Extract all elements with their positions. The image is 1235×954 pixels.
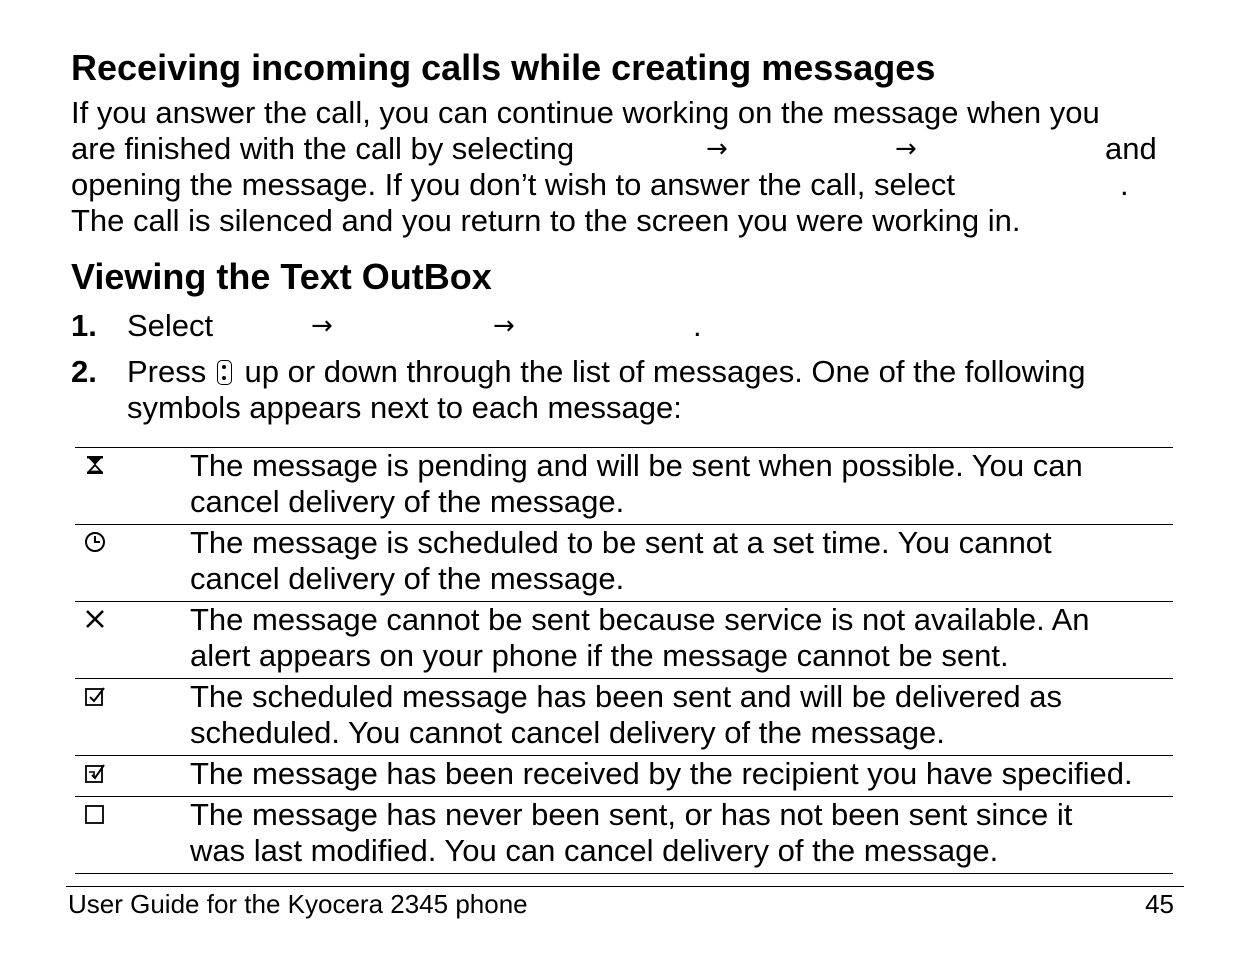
table-row — [75, 448, 1173, 525]
arrow-glyph: → — [493, 311, 515, 341]
paragraph-line-1: If you answer the call, you can continue working on the message when you — [71, 95, 1100, 130]
step-text-2-after: up or down through the list of messages. One of the following — [244, 354, 1086, 389]
description-line: cancel delivery of the message. — [190, 484, 625, 519]
paragraph-line-4: The call is silenced and you return to the screen you were working in. — [71, 203, 1021, 238]
footer-guide-title: User Guide for the Kyocera 2345 phone — [68, 889, 528, 919]
paragraph-line-2-end: and — [1105, 131, 1157, 166]
description-line: scheduled. You cannot cancel delivery of the message. — [190, 715, 945, 750]
description-line: The message has been received by the recipient you have specified. — [190, 756, 1133, 791]
symbol-cell — [75, 448, 190, 525]
page-number: 45 — [1145, 889, 1174, 919]
symbol-cell — [75, 756, 190, 797]
step-text-1-end: . — [693, 308, 702, 343]
description-line: The message is scheduled to be sent at a set time. You cannot — [190, 525, 1052, 560]
description-line: was last modified. You can cancel delivery of the message. — [190, 833, 999, 868]
checkbox-checked-icon — [84, 685, 106, 707]
paragraph-line-3-end: . — [1120, 167, 1129, 202]
section-heading-incoming-calls: Receiving incoming calls while creating messages — [71, 47, 936, 88]
symbol-description — [190, 525, 1173, 602]
table-row — [75, 756, 1173, 797]
table-row — [75, 797, 1173, 874]
step-text-2-before: Press — [127, 354, 207, 389]
step-text-2 — [127, 354, 1085, 390]
symbol-cell — [75, 525, 190, 602]
paragraph-line-2: are finished with the call by selecting — [71, 131, 575, 166]
hourglass-icon — [84, 454, 106, 476]
empty-box-icon — [84, 803, 106, 825]
clock-icon — [84, 531, 106, 553]
arrow-glyph: → — [311, 311, 333, 341]
step-text-1: Select — [127, 308, 214, 343]
symbol-description — [190, 602, 1173, 679]
navigation-key-icon — [217, 360, 232, 385]
symbol-cell — [75, 797, 190, 874]
step-number-1: 1. — [71, 308, 97, 343]
table-row — [75, 679, 1173, 756]
step-text-2-line-2: symbols appears next to each message: — [127, 390, 682, 425]
description-line: alert appears on your phone if the message cannot be sent. — [190, 638, 1009, 673]
symbol-cell — [75, 679, 190, 756]
x-mark-icon — [84, 608, 106, 630]
section-heading-text-outbox: Viewing the Text OutBox — [71, 256, 492, 297]
arrow-glyph: → — [706, 134, 728, 164]
description-line: The message has never been sent, or has not been sent since it — [190, 797, 1073, 832]
description-line: The message cannot be sent because service is not available. An — [190, 602, 1090, 637]
message-symbols-table — [75, 447, 1173, 874]
arrow-glyph: → — [895, 134, 917, 164]
symbol-cell — [75, 602, 190, 679]
checkbox-delivered-icon — [84, 762, 106, 784]
symbol-description — [190, 756, 1173, 797]
paragraph-line-3: opening the message. If you don’t wish to answer the call, select — [71, 167, 955, 202]
step-number-2: 2. — [71, 354, 97, 389]
symbol-description — [190, 679, 1173, 756]
description-line: The message is pending and will be sent when possible. You can — [190, 448, 1083, 483]
description-line: cancel delivery of the message. — [190, 561, 625, 596]
table-row — [75, 602, 1173, 679]
table-row — [75, 525, 1173, 602]
symbol-description — [190, 448, 1173, 525]
footer-divider — [66, 886, 1184, 887]
symbol-description — [190, 797, 1173, 874]
description-line: The scheduled message has been sent and will be delivered as — [190, 679, 1062, 714]
